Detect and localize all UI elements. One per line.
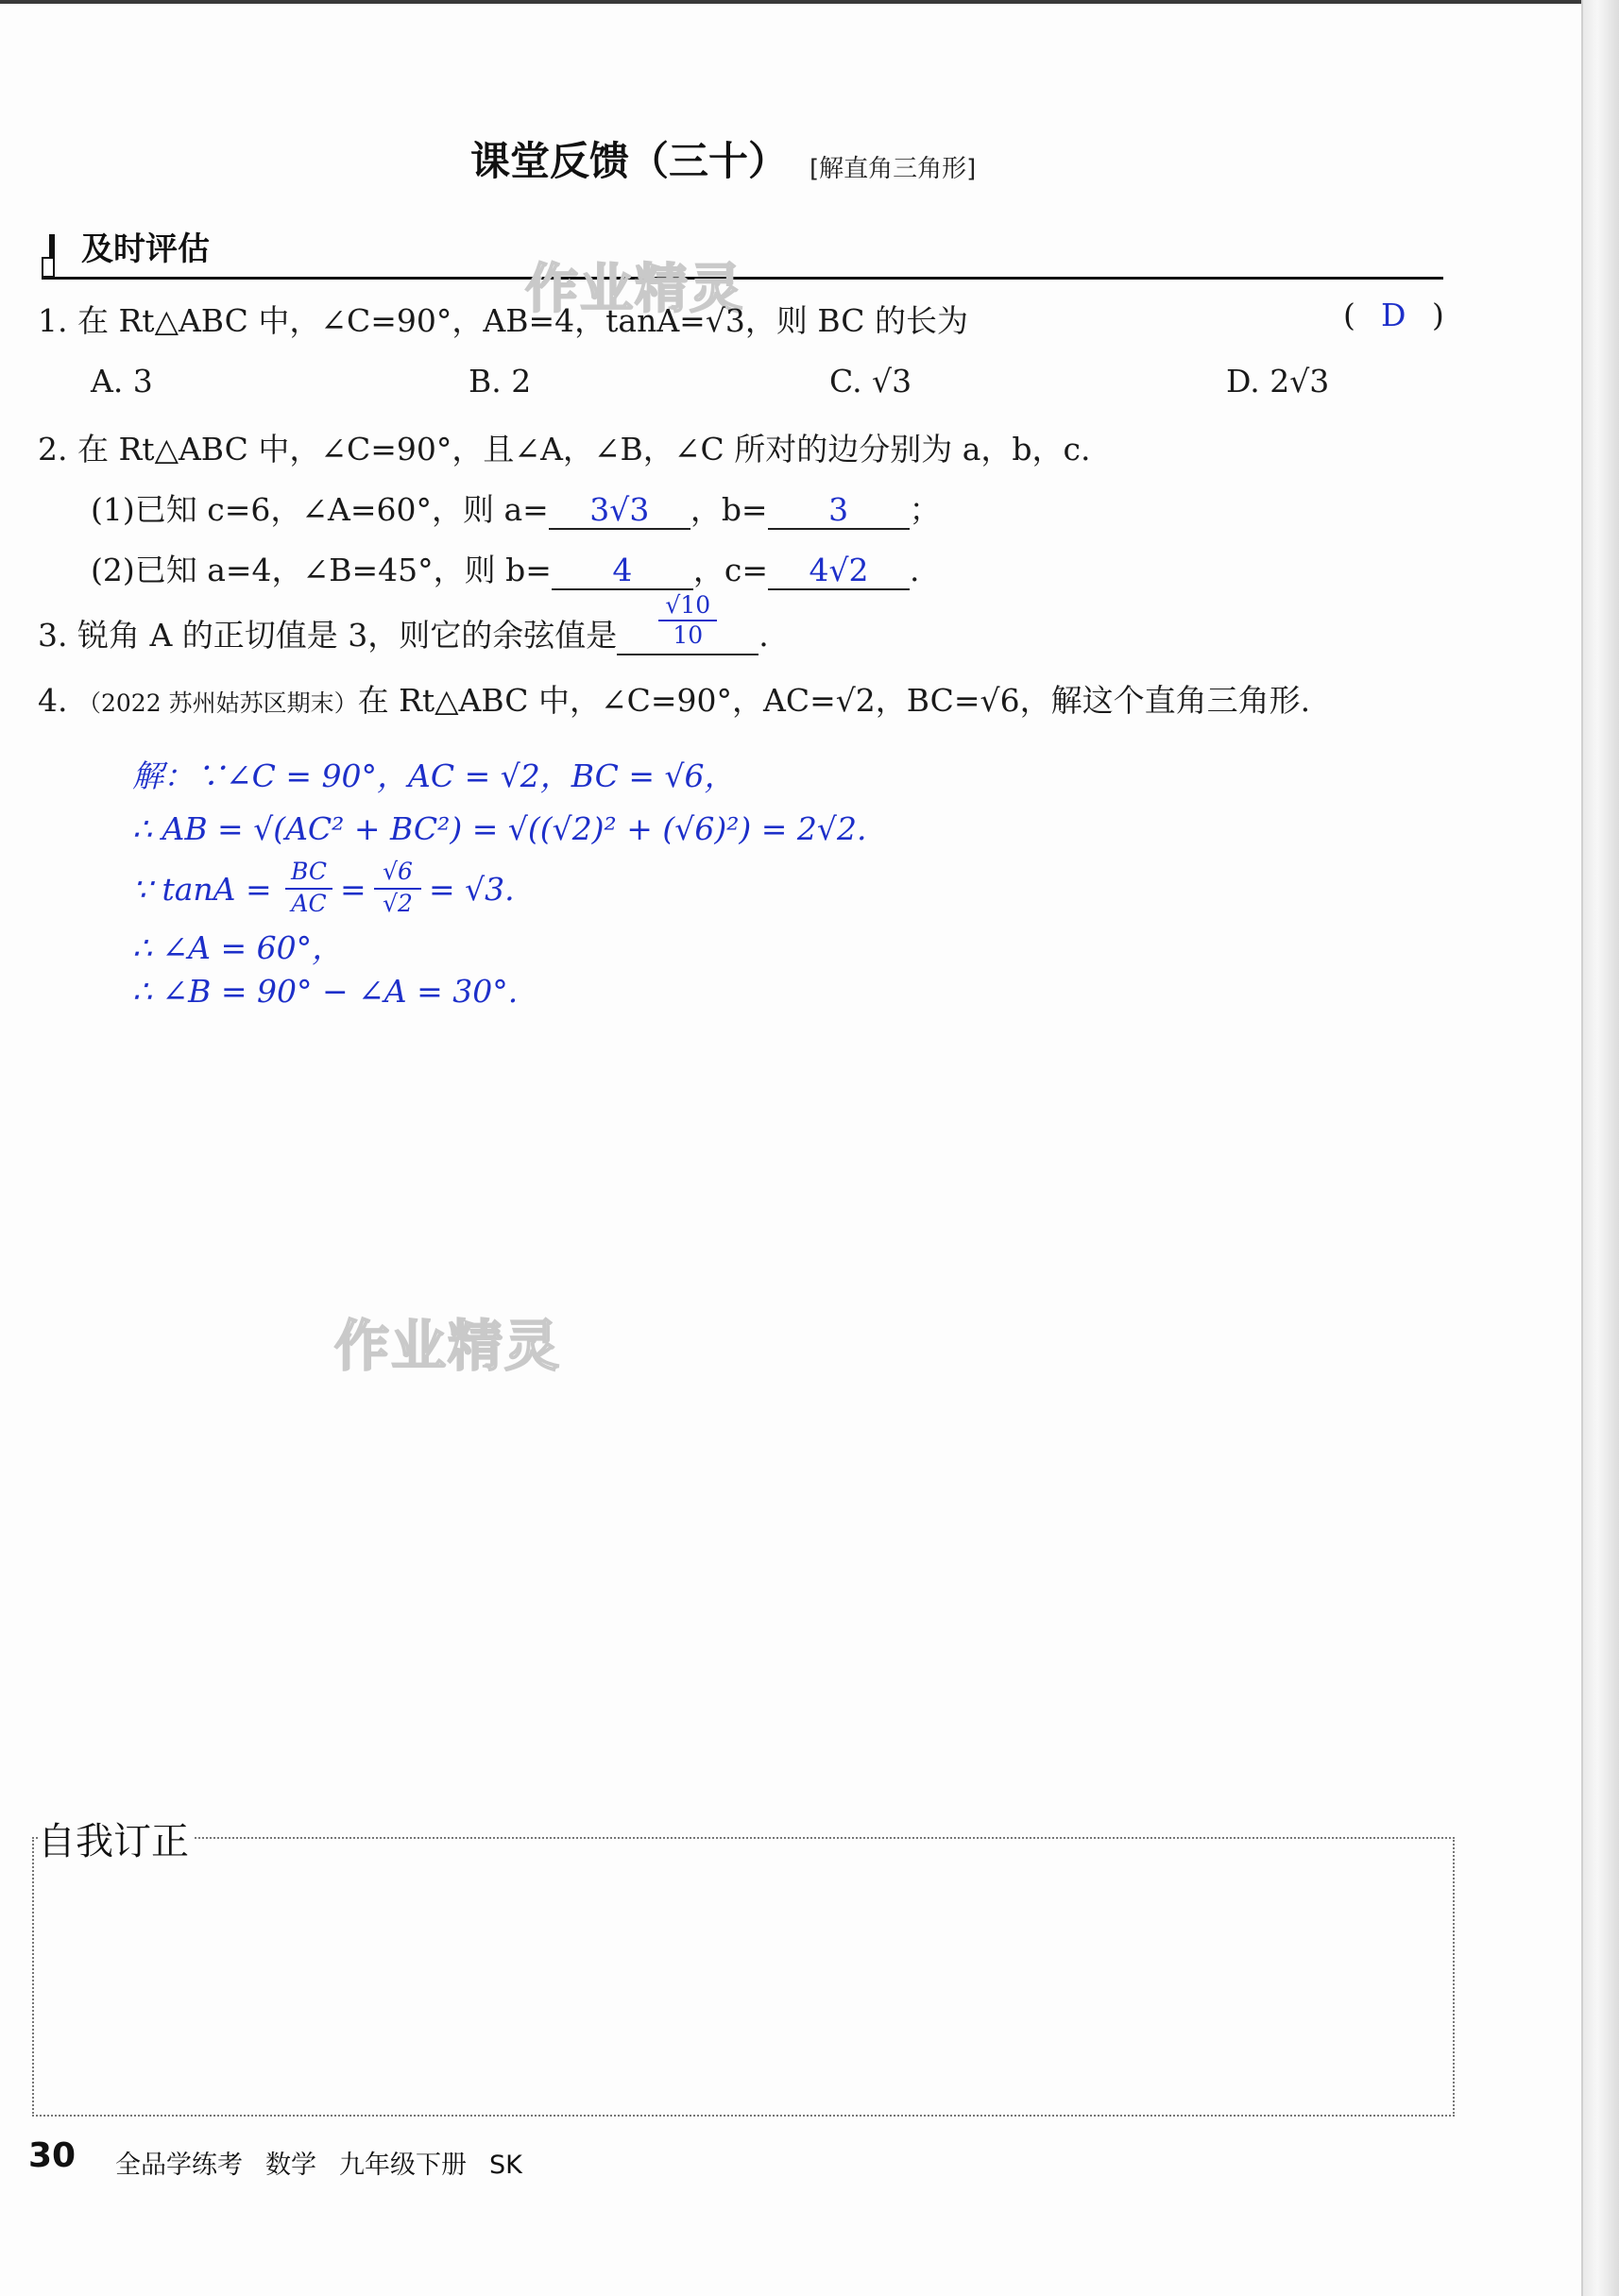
solution-line-3-pre: ∵ tanA = (132, 871, 272, 908)
question-1-option-b: B. 2 (469, 363, 532, 400)
footer-grade: 九年级下册 (339, 2151, 467, 2180)
solution-frac2-num: √6 (383, 858, 413, 885)
question-3-answer (617, 591, 758, 655)
question-1-answer-close: ) (1432, 297, 1444, 333)
solution-frac2-den: √2 (383, 890, 413, 917)
q2-part2-answer-b: 4 (552, 552, 693, 590)
question-2-stem: 2. 在 Rt△ABC 中，∠C=90°，且∠A，∠B，∠C 所对的边分别为 a，b，c. (38, 431, 1091, 468)
q2-part1-mid: ，b= (690, 491, 768, 528)
solution-line-5: ∴ ∠B = 90° − ∠A = 30°. (132, 973, 519, 1010)
question-1-option-a: A. 3 (91, 363, 153, 400)
question-4-source: （2022 苏州姑苏区期末） (77, 689, 358, 717)
solution-line-2: ∴ AB = √(AC² + BC²) = √((√2)² + (√6)²) = 2√2. (132, 810, 867, 847)
q2-part1-prefix: (1)已知 c=6，∠A=60°，则 a= (91, 491, 549, 528)
top-border (0, 0, 1583, 4)
q2-part2-answer-c: 4√2 (768, 552, 910, 590)
page-title: 课堂反馈（三十） (470, 138, 789, 184)
q2-part2-end: . (910, 552, 920, 588)
footer-edition: SK (489, 2151, 522, 2180)
watermark-logo-2: 作业精灵 (334, 1314, 562, 1378)
question-3-end: . (758, 617, 769, 654)
question-2-part-2 (91, 546, 920, 590)
question-1-answer: D (1381, 297, 1406, 333)
section-marker-icon (42, 234, 60, 276)
footer-info (115, 2144, 545, 2181)
q2-part1-answer-b: 3 (768, 491, 910, 530)
solution-frac1-den: AC (291, 890, 327, 917)
page-topic-tag: [解直角三角形] (810, 155, 977, 183)
question-1-answer-open: ( (1343, 297, 1355, 333)
question-4-number: 4. (38, 682, 68, 719)
question-2-part-1 (91, 485, 941, 530)
page-edge (1581, 0, 1619, 2296)
q2-part1-end: ； (909, 491, 941, 528)
question-3 (38, 591, 769, 655)
solution-line-1: 解：∵∠C = 90°，AC = √2，BC = √6， (132, 757, 736, 794)
watermark-logo: 作业精灵 (525, 259, 744, 320)
footer-book: 全品学练考 (115, 2151, 243, 2180)
q2-part2-prefix: (2)已知 a=4，∠B=45°，则 b= (91, 552, 552, 588)
self-correction-title: 自我订正 (38, 1811, 195, 1865)
section-title: 及时评估 (81, 230, 210, 268)
page-number: 30 (28, 2136, 77, 2175)
question-1-text: 1. 在 Rt△ABC 中，∠C=90°，AB=4，tanA=√3，则 BC 的长为 (38, 302, 968, 339)
question-3-text: 3. 锐角 A 的正切值是 3，则它的余弦值是 (38, 617, 618, 654)
solution-line-4: ∴ ∠A = 60°， (132, 929, 344, 966)
footer-subject: 数学 (265, 2151, 316, 2180)
q3-answer-denominator: 10 (673, 621, 704, 649)
question-4-text: 在 Rt△ABC 中，∠C=90°，AC=√2，BC=√6，解这个直角三角形. (357, 682, 1311, 719)
solution-frac1-num: BC (291, 858, 327, 885)
q2-part2-mid: ，c= (692, 552, 769, 588)
solution-line-3-post: = √3. (429, 871, 515, 908)
question-1-option-d: D. 2√3 (1226, 363, 1330, 400)
q2-part1-answer-a: 3√3 (549, 491, 690, 530)
q3-answer-numerator: √10 (665, 591, 711, 619)
question-1-option-c: C. √3 (829, 363, 912, 400)
solution-equals: = (340, 871, 366, 908)
self-correction-box[interactable] (32, 1837, 1455, 2117)
question-4 (38, 676, 1310, 721)
